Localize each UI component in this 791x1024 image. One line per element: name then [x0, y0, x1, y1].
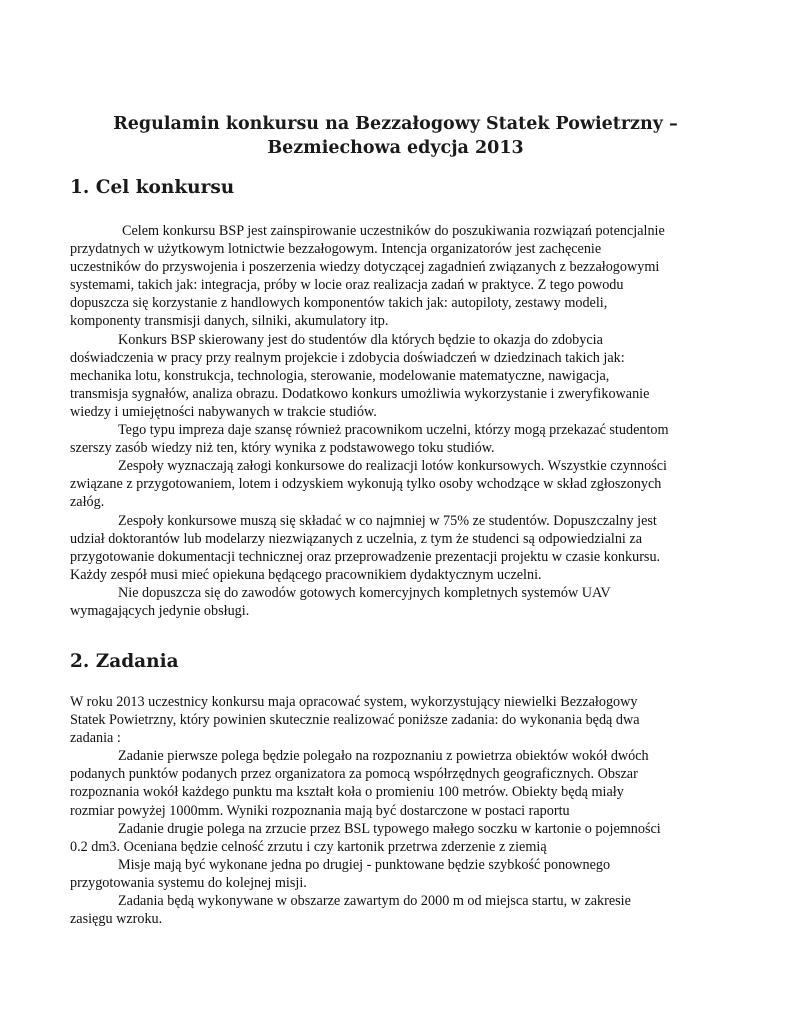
paragraph-line: 0.2 dm3. Oceniana będzie celność zrzutu i czy kartonik przetrwa zderzenie z ziemią: [70, 838, 547, 855]
paragraph-line: mechanika lotu, konstrukcja, technologia, sterowanie, modelowanie matematyczne, nawigacja,: [70, 367, 610, 384]
section-heading-cel: 1. Cel konkursu: [70, 177, 235, 198]
paragraph-line: szerszy zasób wiedzy niż ten, który wynika z podstawowego toku studiów.: [70, 440, 495, 457]
paragraph-line: Misje mają być wykonane jedna po drugiej - punktowane będzie szybkość ponownego: [118, 856, 611, 873]
paragraph-line: uczestników do przyswojenia i poszerzenia wiedzy dotyczącej zagadnień związanych z bezzałogowymi: [70, 259, 660, 276]
paragraph-line: Zespoły wyznaczają załogi konkursowe do realizacji lotów konkursowych. Wszystkie czynności: [118, 458, 667, 475]
paragraph-line: Zespoły konkursowe muszą się składać w co najmniej w 75% ze studentów. Dopuszczalny jest: [118, 512, 657, 529]
paragraph-line: dopuszcza się korzystanie z handlowych komponentów takich jak: autopiloty, zestawy modeli,: [70, 295, 608, 312]
paragraph-line: Celem konkursu BSP jest zainspirowanie uczestników do poszukiwania rozwiązań potencjalnie: [122, 223, 665, 239]
paragraph-line: załóg.: [70, 494, 105, 511]
section-heading-zadania: 2. Zadania: [70, 651, 179, 672]
paragraph-line: Każdy zespół musi mieć opiekuna będącego pracownikiem dydaktycznym uczelni.: [70, 566, 542, 583]
paragraph-line: Statek Powietrzny, który powinien skutecznie realizować poniższe zadania: do wykonania będą dwa: [70, 712, 640, 729]
paragraph-line: przygotowanie dokumentacji technicznej oraz przeprowadzenie prezentacji projektu w czasie konkursu.: [70, 548, 661, 565]
paragraph-line: przygotowania systemu do kolejnej misji.: [70, 874, 307, 891]
paragraph-line: zadania :: [70, 730, 121, 747]
paragraph-line: Konkurs BSP skierowany jest do studentów dla których będzie to okazja do zdobycia: [118, 331, 603, 348]
paragraph-line: przydatnych w użytkowym lotnictwie bezzałogowym. Intencja organizatorów jest zachęcenie: [70, 241, 602, 258]
section-body-zadania: [70, 693, 720, 928]
paragraph-line: wymagających jedynie obsługi.: [70, 602, 250, 619]
title-line-2: Bezmiechowa edycja 2013: [267, 138, 524, 158]
paragraph-line: rozpoznania wokół każdego punktu ma kształt koła o promieniu 100 metrów. Obiekty będą miały: [70, 784, 624, 801]
paragraph-line: podanych punktów podanych przez organizatora za pomocą współrzędnych geograficznych. Obszar: [70, 766, 638, 783]
paragraph-line: Zadanie pierwsze polega będzie polegało na rozpoznaniu z powietrza obiektów wokół dwóch: [118, 748, 649, 765]
paragraph-line: związane z przygotowaniem, lotem i odzyskiem wykonują tylko osoby wchodzące w skład zgłoszonych: [70, 476, 662, 493]
title-line-1: Regulamin konkursu na Bezzałogowy Statek Powietrzny –: [113, 114, 678, 134]
paragraph-line: Zadania będą wykonywane w obszarze zawartym do 2000 m od miejsca startu, w zakresie: [118, 893, 631, 910]
paragraph-line: komponenty transmisji danych, silniki, akumulatory itp.: [70, 313, 389, 330]
paragraph-line: udział doktorantów lub modelarzy niezwiązanych z uczelnia, z tym że studenci są odpowiedzialni za: [70, 530, 643, 547]
paragraph-line: transmisja sygnałów, analiza obrazu. Dodatkowo konkurs umożliwia wykorzystanie i zweryfikowanie: [70, 385, 650, 402]
paragraph-line: wiedzy i umiejętności nabywanych w trakcie studiów.: [70, 403, 377, 420]
paragraph-line: Tego typu impreza daje szansę również pracownikom uczelni, którzy mogą przekazać studentom: [118, 422, 669, 439]
paragraph-line: Zadanie drugie polega na zrzucie przez BSL typowego małego soczku w kartonie o pojemności: [118, 820, 661, 837]
paragraph-line: zasięgu wzroku.: [70, 911, 163, 928]
section-body-cel: [70, 222, 720, 620]
paragraph-line: systemami, takich jak: integracja, próby w locie oraz realizacja zadań w praktyce. Z tego powodu: [70, 277, 624, 294]
paragraph-line: doświadczenia w pracy przy realnym projekcie i zdobycia doświadczeń w dziedzinach takich jak:: [70, 349, 625, 366]
paragraph-line: W roku 2013 uczestnicy konkursu maja opracować system, wykorzystujący niewielki Bezzałogowy: [70, 694, 638, 710]
paragraph-line: Nie dopuszcza się do zawodów gotowych komercyjnych kompletnych systemów UAV: [118, 584, 611, 601]
paragraph-line: rozmiar powyżej 1000mm. Wyniki rozpoznania mają być dostarczone w postaci raportu: [70, 802, 570, 819]
document-title: [80, 112, 711, 160]
